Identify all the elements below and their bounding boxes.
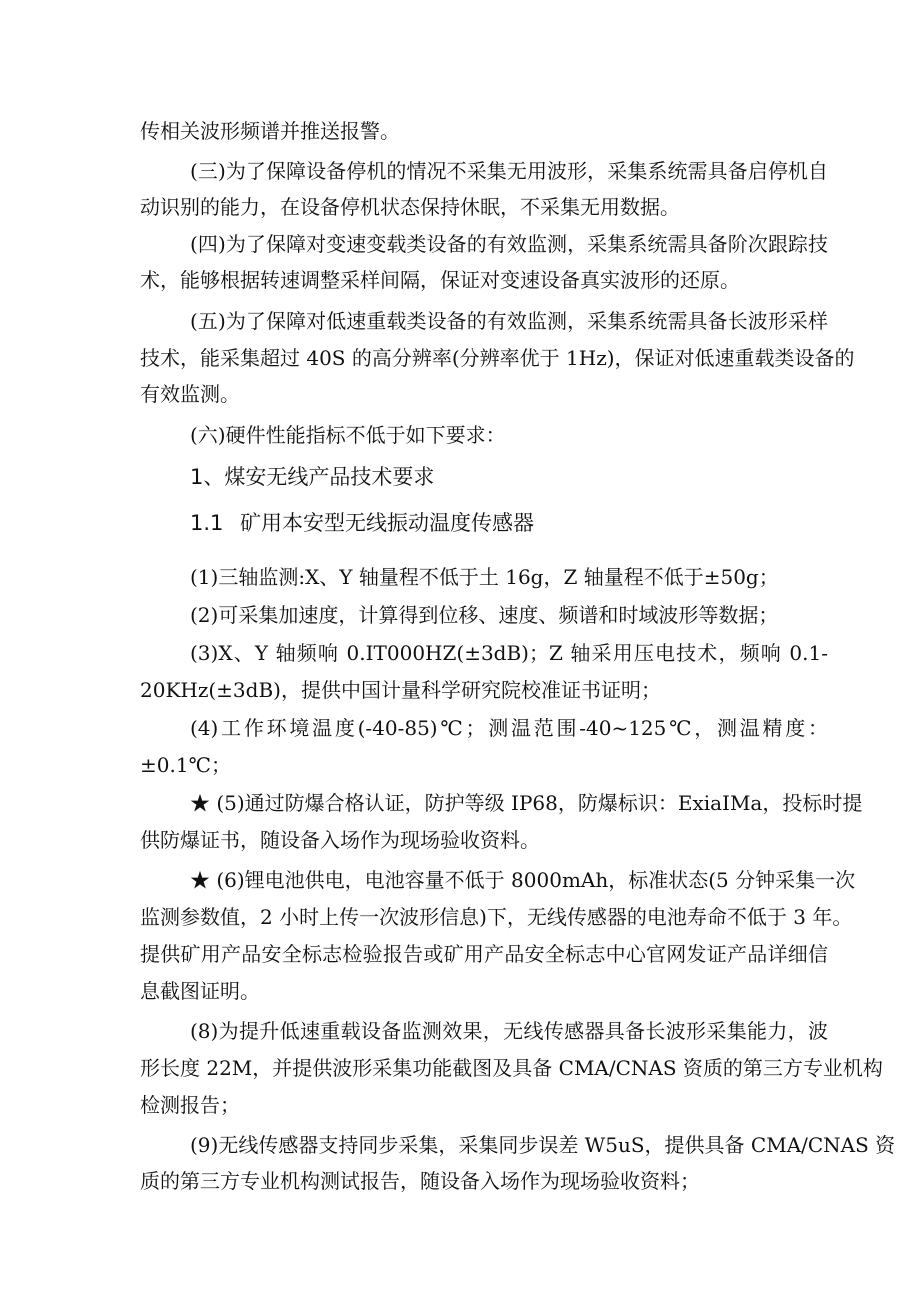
subsection-title: 矿用本安型无线振动温度传感器: [240, 511, 534, 535]
text-line: (五)为了保障对低速重载类设备的有效监测，采集系统需具备长波形采样: [190, 309, 828, 333]
text-line: (1)三轴监测:X、Y 轴量程不低于土 16g，Z 轴量程不低于±50g；: [190, 565, 779, 589]
text-line: (9)无线传感器支持同步采集，采集同步误差 W5uS，提供具备 CMA/CNAS 资: [190, 1133, 896, 1157]
text-line: 技术，能采集超过 40S 的高分辨率(分辨率优于 1Hz)，保证对低速重载类设备的: [140, 346, 855, 370]
text-line: 监测参数值，2 小时上传一次波形信息)下，无线传感器的电池寿命不低于 3 年。: [140, 905, 853, 929]
text-line: 形长度 22M，并提供波形采集功能截图及具备 CMA/CNAS 资质的第三方专业机构: [140, 1056, 883, 1080]
text-line: 质的第三方专业机构测试报告，随设备入场作为现场验收资料；: [140, 1169, 700, 1193]
section-heading: 1、煤安无线产品技术要求: [190, 465, 435, 489]
text-line: ★ (5)通过防爆合格认证，防护等级 IP68，防爆标识：ExiaIMa，投标时提: [190, 791, 863, 815]
text-line: (四)为了保障对变速变载类设备的有效监测，采集系统需具备阶次跟踪技: [190, 232, 828, 256]
text-line: ±0.1℃；: [140, 753, 231, 777]
text-line: ★ (6)锂电池供电，电池容量不低于 8000mAh，标准状态(5 分钟采集一次: [190, 868, 856, 892]
text-line: 动识别的能力，在设备停机状态保持休眠，不采集无用数据。: [140, 195, 680, 219]
text-line: 检测报告；: [140, 1093, 240, 1117]
text-line: (三)为了保障设备停机的情况不采集无用波形，采集系统需具备启停机自: [190, 159, 828, 183]
text-line: 提供矿用产品安全标志检验报告或矿用产品安全标志中心官网发证产品详细信: [140, 942, 828, 966]
subsection-heading: [190, 509, 828, 537]
text-line: 息截图证明。: [140, 979, 260, 1003]
text-line: 术，能够根据转速调整采样间隔，保证对变速设备真实波形的还原。: [140, 268, 740, 292]
text-line: 供防爆证书，随设备入场作为现场验收资料。: [140, 828, 540, 852]
text-line: (4)工作环境温度(-40-85)℃；测温范围-40~125℃，测温精度：: [190, 716, 828, 740]
text-line: (3)X、Y 轴频响 0.IT000HZ(±3dB)；Z 轴采用压电技术，频响 0.1-: [190, 641, 828, 665]
text-line: (8)为提升低速重载设备监测效果，无线传感器具备长波形采集能力，波: [190, 1019, 828, 1043]
text-line: 20KHz(±3dB)，提供中国计量科学研究院校准证书证明；: [140, 678, 661, 702]
text-line: (2)可采集加速度，计算得到位移、速度、频谱和时域波形等数据；: [190, 603, 779, 627]
text-line: 传相关波形频谱并推送报警。: [140, 119, 400, 143]
subsection-number: 1.1: [190, 511, 224, 535]
text-line: 有效监测。: [140, 382, 240, 406]
text-line: (六)硬件性能指标不低于如下要求：: [190, 423, 506, 447]
